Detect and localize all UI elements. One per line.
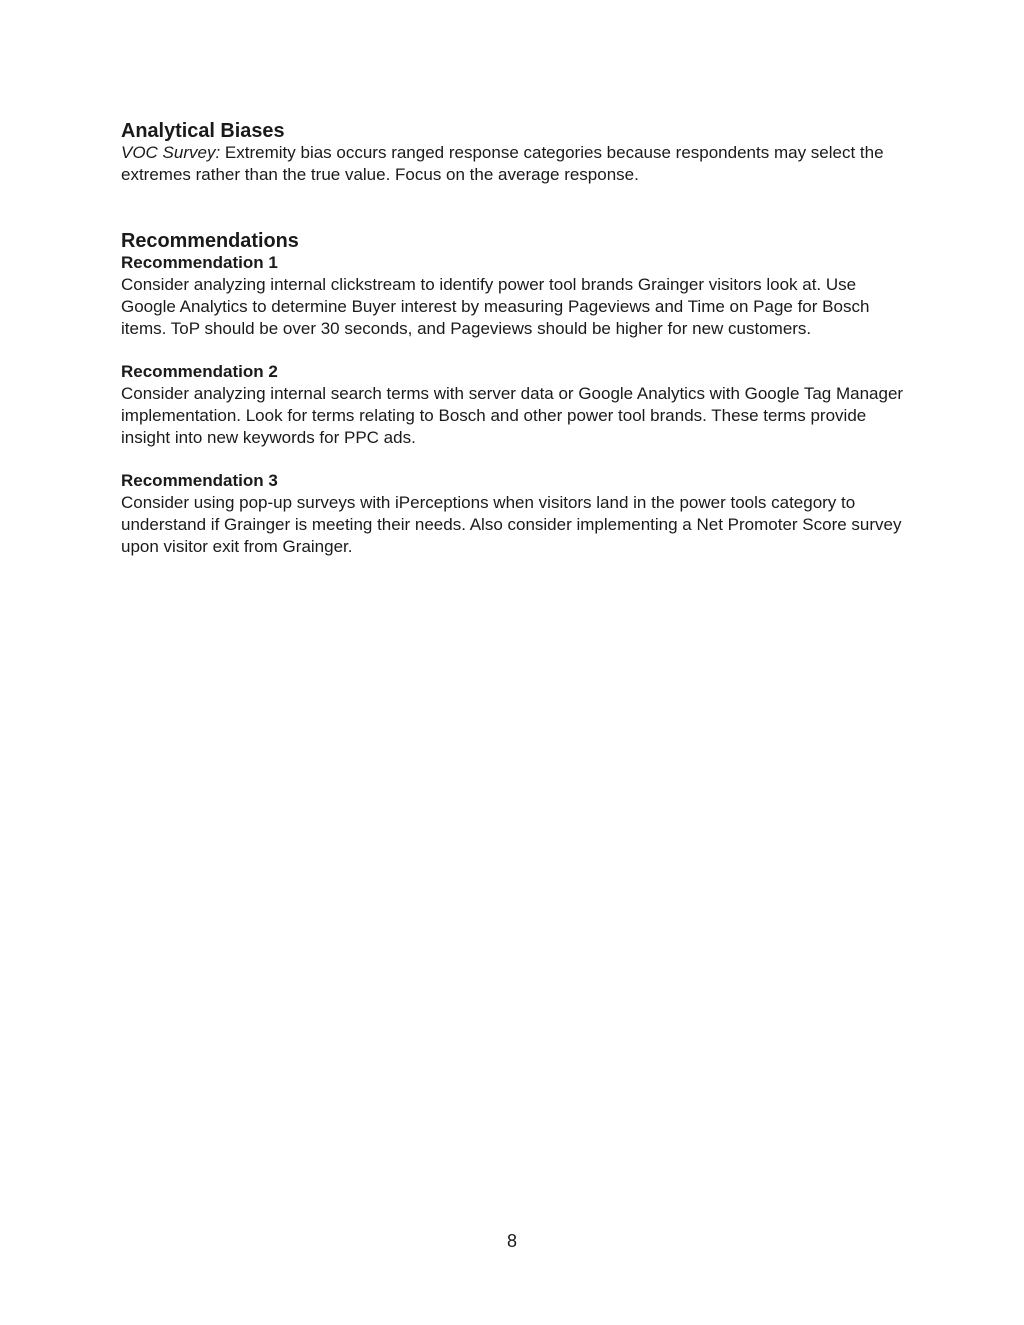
recommendation-1-text: Consider analyzing internal clickstream to identify power tool brands Grainger visitors look at. Use Google Analytics to determine Buyer interest by measuring Pageviews and Time on Page for Bosch items. ToP should be over 30 seconds, and Pageviews should be higher for new customers. <box>121 275 870 338</box>
recommendation-item <box>121 361 911 449</box>
recommendation-1-title: Recommendation 1 <box>121 253 278 272</box>
recommendations-section <box>121 230 911 558</box>
recommendation-3-title: Recommendation 3 <box>121 471 278 490</box>
recommendation-2-title: Recommendation 2 <box>121 362 278 381</box>
document-body <box>121 120 911 558</box>
analytical-biases-text: Extremity bias occurs ranged response categories because respondents may select the extremes rather than the true value. Focus on the average response. <box>121 143 884 184</box>
page-number: 8 <box>506 1231 517 1251</box>
recommendation-item <box>121 252 911 340</box>
recommendation-item <box>121 470 911 558</box>
analytical-biases-paragraph <box>121 142 911 186</box>
recommendation-2-text: Consider analyzing internal search terms with server data or Google Analytics with Google Tag Manager implementation. Look for terms relating to Bosch and other power tool brands. These terms provide insight into new keywords for PPC ads. <box>121 384 904 447</box>
voc-survey-label: VOC Survey: <box>121 143 221 162</box>
recommendations-heading: Recommendations <box>121 230 299 252</box>
recommendation-3-text: Consider using pop-up surveys with iPerceptions when visitors land in the power tools category to understand if Grainger is meeting their needs. Also consider implementing a Net Promoter Score survey upon visitor exit from Grainger. <box>121 493 902 556</box>
analytical-biases-section <box>121 120 911 186</box>
analytical-biases-heading: Analytical Biases <box>121 120 285 142</box>
